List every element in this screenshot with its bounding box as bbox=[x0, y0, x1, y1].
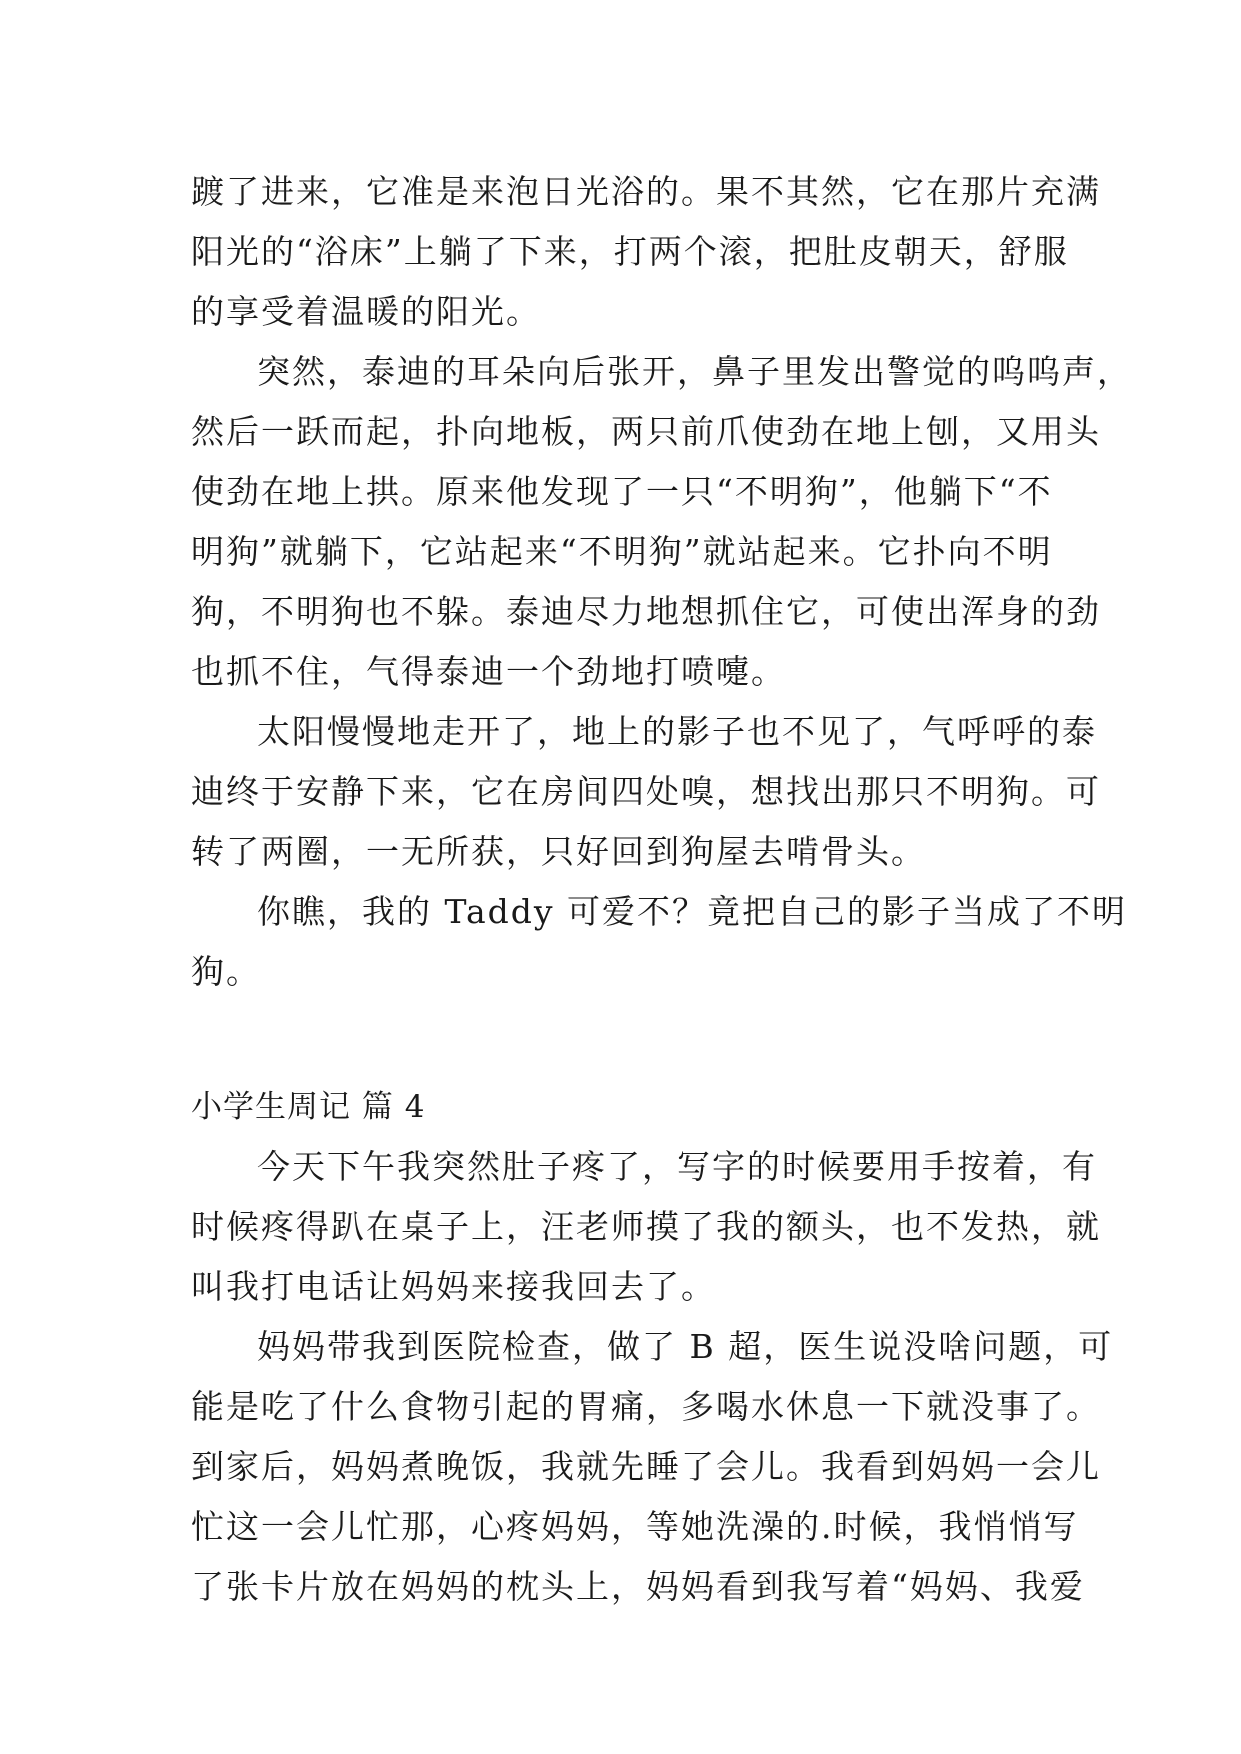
text-line: 然后一跃而起，扑向地板，两只前爪使劲在地上刨，又用头 bbox=[191, 412, 1101, 451]
paragraph bbox=[191, 162, 1101, 342]
text-line: 迪终于安静下来，它在房间四处嗅，想找出那只不明狗。可 bbox=[191, 772, 1101, 811]
text-line: 转了两圈，一无所获，只好回到狗屋去啃骨头。 bbox=[191, 832, 926, 871]
text-line: 忙这一会儿忙那，心疼妈妈，等她洗澡的.时候，我悄悄写 bbox=[191, 1507, 1079, 1546]
text-line: 使劲在地上拱。原来他发现了一只“不明狗”，他躺下“不 bbox=[191, 472, 1053, 511]
paragraph bbox=[191, 1137, 1101, 1317]
text-line: 到家后，妈妈煮晚饭，我就先睡了会儿。我看到妈妈一会儿 bbox=[191, 1447, 1101, 1486]
text-line: 踱了进来，它准是来泡日光浴的。果不其然，它在那片充满 bbox=[191, 172, 1101, 211]
document-page bbox=[191, 162, 1132, 1617]
text-line: 狗，不明狗也不躲。泰迪尽力地想抓住它，可使出浑身的劲 bbox=[191, 592, 1101, 631]
text-line: 的享受着温暖的阳光。 bbox=[191, 292, 541, 331]
text-line: 能是吃了什么食物引起的胃痛，多喝水休息一下就没事了。 bbox=[191, 1387, 1101, 1426]
text-line: 了张卡片放在妈妈的枕头上，妈妈看到我写着“妈妈、我爱 bbox=[191, 1567, 1085, 1606]
text-line: 狗。 bbox=[191, 952, 261, 991]
paragraph bbox=[191, 882, 1127, 1002]
text-line: 阳光的“浴床”上躺了下来，打两个滚，把肚皮朝天，舒服 bbox=[191, 232, 1069, 271]
text-line: 时候疼得趴在桌子上，汪老师摸了我的额头，也不发热，就 bbox=[191, 1207, 1101, 1246]
text-line: 妈妈带我到医院检查，做了 B 超，医生说没啥问题，可 bbox=[257, 1327, 1114, 1366]
text-line: 也抓不住，气得泰迪一个劲地打喷嚏。 bbox=[191, 652, 786, 691]
text-line: 太阳慢慢地走开了，地上的影子也不见了，气呼呼的泰 bbox=[257, 712, 1097, 751]
text-line: 叫我打电话让妈妈来接我回去了。 bbox=[191, 1267, 716, 1306]
paragraph bbox=[191, 702, 1101, 882]
text-line: 突然，泰迪的耳朵向后张开，鼻子里发出警觉的呜呜声， bbox=[257, 352, 1132, 391]
paragraph bbox=[191, 342, 1132, 702]
text-line: 明狗”就躺下，它站起来“不明狗”就站起来。它扑向不明 bbox=[191, 532, 1053, 571]
text-line: 你瞧，我的 Taddy 可爱不？竟把自己的影子当成了不明 bbox=[257, 892, 1127, 931]
paragraph bbox=[191, 1317, 1114, 1617]
section-spacer bbox=[191, 1002, 1057, 1077]
text-line: 今天下午我突然肚子疼了，写字的时候要用手按着，有 bbox=[257, 1147, 1097, 1186]
section-heading: 小学生周记 篇 4 bbox=[191, 1089, 426, 1125]
